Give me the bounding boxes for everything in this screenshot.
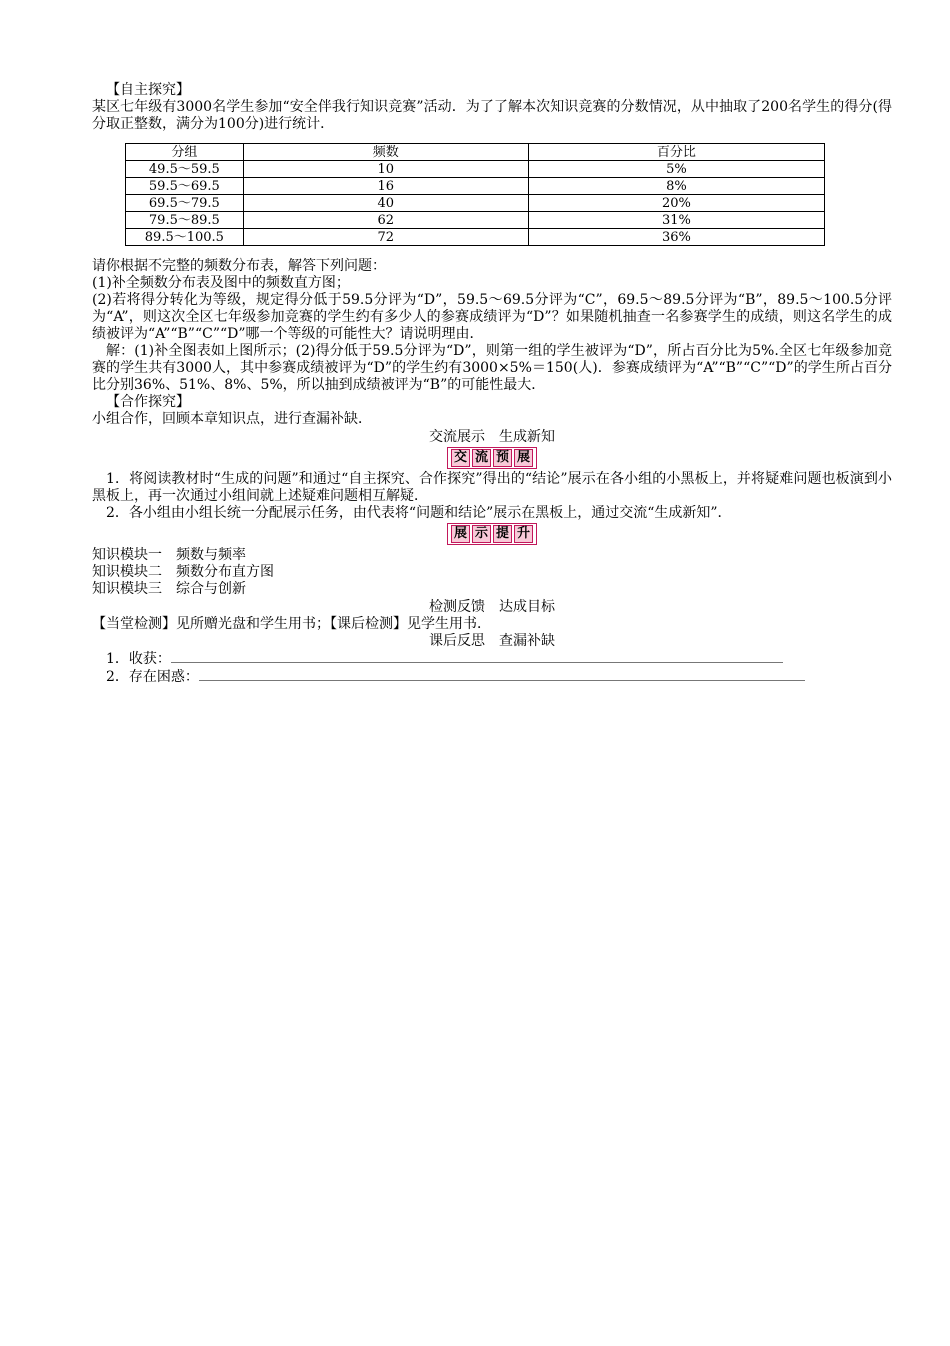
badge-char: 升 bbox=[514, 525, 533, 543]
table-cell: 8% bbox=[528, 178, 824, 195]
question-prompt: 请你根据不完整的频数分布表，解答下列问题： bbox=[92, 258, 386, 274]
feedback-title: 检测反馈 达成目标 bbox=[429, 599, 555, 615]
badge-char: 示 bbox=[472, 525, 491, 543]
frequency-table bbox=[125, 143, 825, 246]
promote-badge-row bbox=[92, 523, 892, 545]
table-header: 频数 bbox=[243, 144, 528, 161]
table-header: 分组 bbox=[126, 144, 244, 161]
question-1: (1)补全频数分布表及图中的频数直方图； bbox=[92, 275, 350, 291]
self-explore-heading: 【自主探究】 bbox=[106, 82, 190, 98]
exchange-badge-row bbox=[92, 447, 892, 469]
knowledge-module-3: 知识模块三 综合与创新 bbox=[92, 581, 246, 597]
table-row bbox=[126, 195, 825, 212]
feedback-text: 【当堂检测】见所赠光盘和学生用书；【课后检测】见学生用书． bbox=[92, 616, 491, 632]
table-cell: 20% bbox=[528, 195, 824, 212]
badge-char: 预 bbox=[493, 449, 512, 467]
exchange-title: 交流展示 生成新知 bbox=[429, 429, 555, 445]
exchange-badge bbox=[447, 447, 537, 469]
table-cell: 59.5～69.5 bbox=[126, 178, 244, 195]
table-row bbox=[126, 178, 825, 195]
badge-char: 流 bbox=[472, 449, 491, 467]
badge-char: 展 bbox=[451, 525, 470, 543]
table-header: 百分比 bbox=[528, 144, 824, 161]
gain-label: 1．收获： bbox=[106, 651, 171, 667]
table-cell: 16 bbox=[243, 178, 528, 195]
promote-badge bbox=[447, 523, 537, 545]
gain-row bbox=[92, 650, 892, 668]
gain-answer-line[interactable] bbox=[171, 650, 783, 663]
table-cell: 31% bbox=[528, 212, 824, 229]
table-cell: 40 bbox=[243, 195, 528, 212]
table-cell: 10 bbox=[243, 161, 528, 178]
exchange-item-1: 1．将阅读教材时“生成的问题”和通过“自主探究、合作探究”得出的“结论”展示在各小组的小黑板上，并将疑难问题也板演到小黑板上，再一次通过小组间就上述疑难问题相互解疑． bbox=[92, 471, 892, 504]
answer-text: 解：(1)补全图表如上图所示；(2)得分低于59.5分评为“D”，则第一组的学生被评为“D”，所占百分比为5%.全区七年级参加竞赛的学生共有3000人，其中参赛成绩被评为“D”的学生约有3000×5%＝150(人)．参赛成绩评为“A”“B”“C”“D”的学生所占百分比分别36%、51%、8%、5%，所以抽到成绩被评为“B”的可能性最大． bbox=[92, 343, 892, 393]
table-cell: 69.5～79.5 bbox=[126, 195, 244, 212]
table-cell: 49.5～59.5 bbox=[126, 161, 244, 178]
confusion-label: 2．存在困惑： bbox=[106, 669, 199, 685]
table-header-row bbox=[126, 144, 825, 161]
content bbox=[92, 82, 892, 686]
table-cell: 89.5～100.5 bbox=[126, 229, 244, 246]
table-cell: 72 bbox=[243, 229, 528, 246]
knowledge-module-1: 知识模块一 频数与频率 bbox=[92, 547, 246, 563]
table-cell: 36% bbox=[528, 229, 824, 246]
table-row bbox=[126, 212, 825, 229]
confusion-answer-line[interactable] bbox=[199, 668, 805, 681]
table-cell: 62 bbox=[243, 212, 528, 229]
coop-explore-text: 小组合作，回顾本章知识点，进行查漏补缺． bbox=[92, 411, 372, 427]
exchange-item-2: 2．各小组由小组长统一分配展示任务，由代表将“问题和结论”展示在黑板上，通过交流“生成新知”． bbox=[106, 505, 732, 521]
table-cell: 79.5～89.5 bbox=[126, 212, 244, 229]
table-row bbox=[126, 229, 825, 246]
badge-char: 交 bbox=[451, 449, 470, 467]
question-2: (2)若将得分转化为等级，规定得分低于59.5分评为“D”，59.5～69.5分评为“C”，69.5～89.5分评为“B”，89.5～100.5分评为“A”，则这次全区七年级参加竞赛的学生约有多少人的参赛成绩评为“D”？如果随机抽查一名参赛学生的成绩，则这名学生的成绩被评为“A”“B”“C”“D”哪一个等级的可能性大？请说明理由． bbox=[92, 292, 892, 342]
reflect-title: 课后反思 查漏补缺 bbox=[429, 633, 555, 649]
knowledge-module-2: 知识模块二 频数分布直方图 bbox=[92, 564, 274, 580]
confusion-row bbox=[92, 668, 892, 686]
badge-char: 提 bbox=[493, 525, 512, 543]
coop-explore-heading: 【合作探究】 bbox=[106, 394, 190, 410]
table-cell: 5% bbox=[528, 161, 824, 178]
badge-char: 展 bbox=[514, 449, 533, 467]
table-row bbox=[126, 161, 825, 178]
self-explore-intro: 某区七年级有3000名学生参加“安全伴我行知识竞赛”活动．为了了解本次知识竞赛的分数情况，从中抽取了200名学生的得分(得分取正整数，满分为100分)进行统计． bbox=[92, 99, 892, 132]
